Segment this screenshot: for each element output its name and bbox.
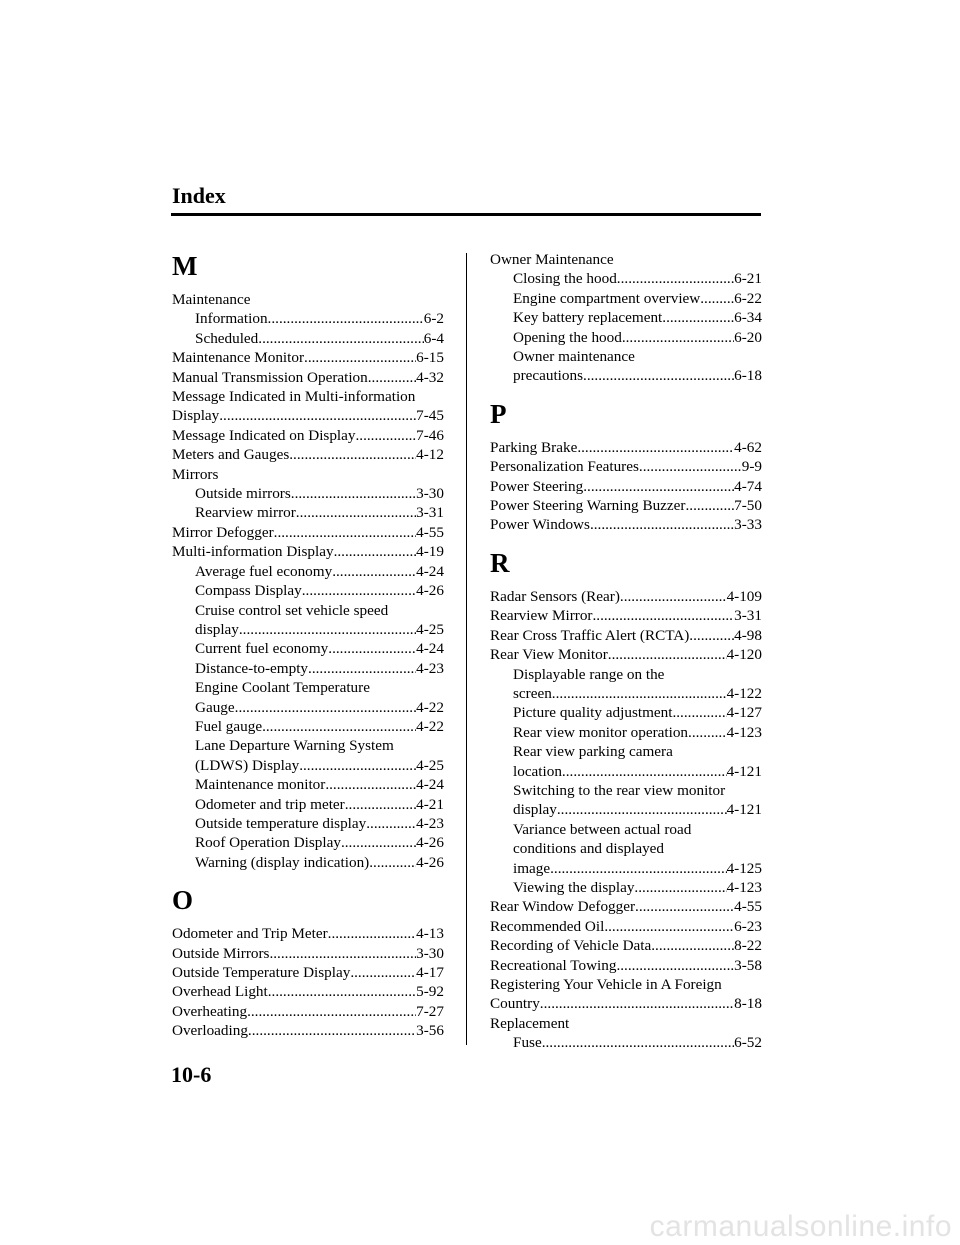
entry-text: Fuse bbox=[513, 1034, 542, 1052]
index-subentry[interactable] bbox=[172, 639, 444, 658]
page-reference[interactable]: 6-2 bbox=[423, 310, 444, 328]
dot-leader bbox=[334, 542, 417, 561]
page-reference[interactable]: 6-4 bbox=[423, 329, 444, 347]
page-reference[interactable]: 6-52 bbox=[734, 1034, 762, 1052]
entry-text: Display bbox=[172, 407, 220, 425]
entry-text: Information bbox=[195, 310, 268, 328]
page-reference[interactable]: 5-92 bbox=[416, 983, 444, 1001]
entry-text: location bbox=[513, 762, 562, 780]
entry-text: Parking Brake bbox=[490, 438, 578, 456]
entry-text: Warning (display indication) bbox=[195, 853, 370, 871]
entry-text: Lane Departure Warning System bbox=[195, 737, 394, 755]
index-subentry[interactable] bbox=[490, 684, 762, 703]
entry-text: Rearview Mirror bbox=[490, 607, 593, 625]
entry-text: Maintenance bbox=[172, 291, 251, 308]
dot-leader bbox=[592, 606, 734, 625]
page-number: 10-6 bbox=[171, 1062, 212, 1087]
index-entry[interactable] bbox=[172, 944, 444, 963]
index-subentry[interactable] bbox=[172, 503, 444, 522]
index-subentry[interactable] bbox=[172, 775, 444, 794]
index-entry bbox=[490, 250, 762, 269]
index-entry[interactable] bbox=[172, 445, 444, 464]
page-reference[interactable]: 4-24 bbox=[416, 776, 444, 794]
index-entry[interactable] bbox=[490, 897, 762, 916]
page-reference[interactable]: 3-33 bbox=[734, 516, 762, 534]
entry-text: Engine Coolant Temperature bbox=[195, 679, 370, 697]
page-reference[interactable]: 4-24 bbox=[416, 562, 444, 580]
page-reference[interactable]: 9-9 bbox=[741, 458, 762, 476]
index-subentry[interactable] bbox=[172, 853, 444, 872]
index-entry[interactable] bbox=[172, 368, 444, 387]
section-letter: R bbox=[490, 547, 510, 578]
entry-text: Rear view monitor operation bbox=[513, 723, 689, 741]
index-subentry[interactable] bbox=[172, 814, 444, 833]
entry-text: Overhead Light bbox=[172, 983, 268, 1001]
page-reference[interactable]: 3-31 bbox=[734, 607, 762, 625]
dot-leader bbox=[368, 368, 416, 387]
entry-text: Viewing the display bbox=[513, 878, 635, 896]
dot-leader bbox=[328, 639, 416, 658]
index-subentry[interactable] bbox=[490, 289, 762, 308]
entry-text: Radar Sensors (Rear) bbox=[490, 587, 620, 605]
entry-text: Message Indicated on Display bbox=[172, 426, 356, 444]
dot-leader bbox=[608, 645, 727, 664]
dot-leader bbox=[289, 445, 416, 464]
dot-leader bbox=[617, 269, 734, 288]
entry-text: Recreational Towing bbox=[490, 956, 617, 974]
dot-leader bbox=[542, 1033, 734, 1052]
dot-leader bbox=[239, 620, 416, 639]
index-entry[interactable] bbox=[490, 587, 762, 606]
entry-text: Opening the hood bbox=[513, 328, 622, 346]
dot-leader bbox=[550, 859, 726, 878]
index-entry[interactable] bbox=[172, 982, 444, 1001]
page-reference[interactable]: 4-120 bbox=[726, 646, 762, 664]
section-letter: P bbox=[490, 398, 507, 429]
index-subentry[interactable] bbox=[172, 795, 444, 814]
header-rule bbox=[171, 213, 761, 216]
index-subentry[interactable] bbox=[172, 659, 444, 678]
page-reference[interactable]: 4-98 bbox=[734, 626, 762, 644]
page-reference[interactable]: 4-23 bbox=[416, 659, 444, 677]
entry-text: Multi-information Display bbox=[172, 543, 334, 561]
index-subentry[interactable] bbox=[172, 756, 444, 775]
index-subentry bbox=[172, 736, 444, 755]
index-subentry[interactable] bbox=[490, 859, 762, 878]
index-subentry[interactable] bbox=[172, 620, 444, 639]
entry-text: precautions bbox=[513, 367, 584, 385]
page-reference[interactable]: 6-21 bbox=[734, 270, 762, 288]
entry-text: display bbox=[513, 801, 557, 819]
entry-text: Gauge bbox=[195, 698, 235, 716]
page-reference[interactable]: 4-121 bbox=[726, 762, 762, 780]
dot-leader bbox=[355, 426, 416, 445]
index-subentry[interactable] bbox=[490, 723, 762, 742]
dot-leader bbox=[341, 833, 416, 852]
page-reference[interactable]: 4-23 bbox=[416, 814, 444, 832]
page-reference[interactable]: 6-20 bbox=[734, 328, 762, 346]
index-entry[interactable] bbox=[172, 523, 444, 542]
page-reference[interactable]: 4-25 bbox=[416, 620, 444, 638]
index-subentry[interactable] bbox=[490, 762, 762, 781]
entry-text: Switching to the rear view monitor bbox=[513, 781, 726, 799]
page-reference[interactable]: 4-55 bbox=[734, 898, 762, 916]
dot-leader bbox=[604, 917, 734, 936]
entry-text: Key battery replacement bbox=[513, 309, 663, 327]
dot-leader bbox=[634, 878, 726, 897]
index-entry[interactable] bbox=[172, 963, 444, 982]
index-entry[interactable] bbox=[490, 956, 762, 975]
index-subentry[interactable] bbox=[172, 309, 444, 328]
entry-text: Rear Cross Traffic Alert (RCTA) bbox=[490, 626, 690, 644]
dot-leader bbox=[672, 703, 726, 722]
page-reference[interactable]: 4-25 bbox=[416, 756, 444, 774]
entry-text: Fuel gauge bbox=[195, 717, 263, 735]
entry-text: screen bbox=[513, 684, 552, 702]
page-reference[interactable]: 4-74 bbox=[734, 477, 762, 495]
entry-text: Roof Operation Display bbox=[195, 834, 341, 852]
entry-text: Registering Your Vehicle in A Foreign bbox=[490, 976, 722, 993]
entry-text: (LDWS) Display bbox=[195, 756, 300, 774]
entry-text: Displayable range on the bbox=[513, 665, 665, 683]
dot-leader bbox=[304, 348, 416, 367]
index-subentry bbox=[490, 781, 762, 800]
section-letter: M bbox=[172, 251, 198, 281]
page-title: Index bbox=[172, 183, 226, 208]
dot-leader bbox=[350, 963, 416, 982]
page-reference[interactable]: 4-127 bbox=[726, 704, 762, 722]
index-entry[interactable] bbox=[172, 348, 444, 367]
dot-leader bbox=[302, 581, 416, 600]
entry-text: display bbox=[195, 620, 239, 638]
dot-leader bbox=[299, 756, 416, 775]
page-reference[interactable]: 8-22 bbox=[734, 937, 762, 955]
entry-text: Mirror Defogger bbox=[172, 523, 274, 541]
dot-leader bbox=[622, 328, 734, 347]
entry-text: Average fuel economy bbox=[195, 562, 333, 580]
index-entry bbox=[172, 465, 444, 484]
page-reference[interactable]: 3-56 bbox=[416, 1022, 444, 1040]
entry-text: Personalization Features bbox=[490, 458, 639, 476]
index-column-left bbox=[172, 250, 444, 1041]
dot-leader bbox=[325, 775, 416, 794]
dot-leader bbox=[562, 762, 727, 781]
index-section bbox=[172, 250, 444, 872]
entry-text: Recommended Oil bbox=[490, 917, 605, 935]
entry-text: image bbox=[513, 859, 551, 877]
dot-leader bbox=[620, 587, 727, 606]
page-reference[interactable]: 4-55 bbox=[416, 523, 444, 541]
dot-leader bbox=[688, 723, 727, 742]
index-entry[interactable] bbox=[490, 626, 762, 645]
index-entry[interactable] bbox=[490, 994, 762, 1013]
index-entry[interactable] bbox=[172, 1002, 444, 1021]
dot-leader bbox=[247, 1002, 416, 1021]
page-reference[interactable]: 6-15 bbox=[416, 349, 444, 367]
index-entry[interactable] bbox=[172, 924, 444, 943]
page-reference[interactable]: 7-50 bbox=[734, 497, 762, 515]
index-entry[interactable] bbox=[172, 542, 444, 561]
entry-text: Engine compartment overview bbox=[513, 289, 701, 307]
page-reference[interactable]: 4-123 bbox=[726, 878, 762, 896]
dot-leader bbox=[258, 329, 423, 348]
index-subentry[interactable] bbox=[490, 366, 762, 385]
page-reference[interactable]: 4-13 bbox=[416, 925, 444, 943]
index-entry[interactable] bbox=[490, 477, 762, 496]
index-subentry[interactable] bbox=[490, 800, 762, 819]
index-entry[interactable] bbox=[490, 515, 762, 534]
index-subentry[interactable] bbox=[172, 833, 444, 852]
dot-leader bbox=[235, 698, 417, 717]
entry-text: Overloading bbox=[172, 1022, 248, 1040]
page-reference[interactable]: 4-123 bbox=[726, 723, 762, 741]
entry-text: Scheduled bbox=[195, 329, 259, 347]
entry-text: Message Indicated in Multi-information bbox=[172, 388, 416, 406]
dot-leader bbox=[651, 936, 734, 955]
entry-text: Odometer and trip meter bbox=[195, 795, 345, 813]
index-subentry bbox=[490, 347, 762, 366]
dot-leader bbox=[662, 308, 734, 327]
entry-text: Rear view parking camera bbox=[513, 743, 673, 761]
page-reference[interactable]: 3-30 bbox=[416, 485, 444, 503]
page-reference[interactable]: 7-27 bbox=[416, 1002, 444, 1020]
index-subentry[interactable] bbox=[172, 562, 444, 581]
index-entry bbox=[490, 975, 762, 994]
page-reference[interactable]: 6-34 bbox=[734, 309, 762, 327]
entry-text: Owner Maintenance bbox=[490, 251, 614, 268]
dot-leader bbox=[369, 853, 416, 872]
dot-leader bbox=[590, 515, 734, 534]
entry-text: Maintenance monitor bbox=[195, 776, 326, 794]
page-reference[interactable]: 6-23 bbox=[734, 917, 762, 935]
page-reference[interactable]: 4-22 bbox=[416, 698, 444, 716]
page-reference[interactable]: 3-58 bbox=[734, 956, 762, 974]
entry-text: Rear View Monitor bbox=[490, 646, 608, 664]
dot-leader bbox=[308, 659, 416, 678]
dot-leader bbox=[700, 289, 734, 308]
entry-text: Cruise control set vehicle speed bbox=[195, 601, 389, 619]
dot-leader bbox=[262, 717, 416, 736]
index-entry bbox=[172, 290, 444, 309]
page-reference[interactable]: 6-22 bbox=[734, 289, 762, 307]
index-subentry[interactable] bbox=[172, 698, 444, 717]
index-section bbox=[490, 250, 762, 386]
dot-leader bbox=[268, 982, 416, 1001]
page-reference[interactable]: 3-30 bbox=[416, 944, 444, 962]
dot-leader bbox=[296, 503, 416, 522]
page-reference[interactable]: 4-19 bbox=[416, 543, 444, 561]
entry-text: Power Steering Warning Buzzer bbox=[490, 497, 686, 515]
dot-leader bbox=[685, 496, 734, 515]
page-reference[interactable]: 4-12 bbox=[416, 446, 444, 464]
index-section bbox=[490, 398, 762, 535]
dot-leader bbox=[268, 309, 424, 328]
index-subentry bbox=[490, 820, 762, 839]
entry-text: Country bbox=[490, 995, 540, 1013]
page-reference[interactable]: 4-62 bbox=[734, 438, 762, 456]
entry-text: Outside mirrors bbox=[195, 485, 291, 503]
dot-leader bbox=[583, 366, 734, 385]
page-reference[interactable]: 4-121 bbox=[726, 801, 762, 819]
page-reference[interactable]: 8-18 bbox=[734, 995, 762, 1013]
entry-text: Meters and Gauges bbox=[172, 446, 290, 464]
entry-text: Maintenance Monitor bbox=[172, 349, 305, 367]
dot-leader bbox=[689, 626, 734, 645]
entry-text: Manual Transmission Operation bbox=[172, 368, 368, 386]
column-divider bbox=[466, 253, 467, 1045]
dot-leader bbox=[552, 684, 727, 703]
index-subentry bbox=[172, 601, 444, 620]
dot-leader bbox=[248, 1021, 416, 1040]
page-reference[interactable]: 3-31 bbox=[416, 504, 444, 522]
dot-leader bbox=[583, 477, 734, 496]
index-subentry[interactable] bbox=[172, 581, 444, 600]
dot-leader bbox=[639, 457, 742, 476]
entry-text: Outside Temperature Display bbox=[172, 964, 351, 981]
page-reference[interactable]: 4-122 bbox=[726, 684, 762, 702]
entry-text: Compass Display bbox=[195, 582, 302, 600]
watermark: carmanualsonline.info bbox=[649, 1210, 952, 1243]
page-reference[interactable]: 4-109 bbox=[726, 587, 762, 605]
dot-leader bbox=[616, 956, 734, 975]
entry-text: conditions and displayed bbox=[513, 840, 665, 858]
page-reference[interactable]: 7-46 bbox=[416, 426, 444, 444]
index-entry[interactable] bbox=[490, 438, 762, 457]
index-subentry[interactable] bbox=[490, 878, 762, 897]
entry-text: Power Steering bbox=[490, 477, 584, 495]
entry-text: Recording of Vehicle Data bbox=[490, 937, 652, 955]
index-entry[interactable] bbox=[490, 645, 762, 664]
entry-text: Rear Window Defogger bbox=[490, 898, 636, 916]
index-subentry[interactable] bbox=[172, 717, 444, 736]
index-subentry[interactable] bbox=[490, 328, 762, 347]
index-entry[interactable] bbox=[172, 406, 444, 425]
index-subentry bbox=[490, 665, 762, 684]
entry-text: Overheating bbox=[172, 1002, 248, 1020]
index-subentry[interactable] bbox=[490, 269, 762, 288]
index-section bbox=[490, 547, 762, 1053]
page-reference[interactable]: 4-17 bbox=[416, 964, 444, 981]
dot-leader bbox=[345, 795, 416, 814]
entry-text: Odometer and Trip Meter bbox=[172, 925, 328, 943]
page-reference[interactable]: 4-26 bbox=[416, 834, 444, 852]
index-subentry[interactable] bbox=[172, 484, 444, 503]
index-entry[interactable] bbox=[490, 936, 762, 955]
entry-text: Replacement bbox=[490, 1014, 570, 1032]
index-column-right bbox=[490, 250, 762, 1053]
index-subentry bbox=[172, 678, 444, 697]
page-reference[interactable]: 4-26 bbox=[416, 853, 444, 871]
page-reference[interactable]: 4-125 bbox=[726, 859, 762, 877]
page-reference[interactable]: 4-26 bbox=[416, 582, 444, 600]
index-entry[interactable] bbox=[172, 1021, 444, 1040]
page-reference[interactable]: 6-18 bbox=[734, 367, 762, 385]
dot-leader bbox=[540, 994, 734, 1013]
page-reference[interactable]: 7-45 bbox=[416, 407, 444, 425]
entry-text: Closing the hood bbox=[513, 270, 617, 288]
entry-text: Rearview mirror bbox=[195, 504, 296, 522]
index-subentry[interactable] bbox=[490, 308, 762, 327]
dot-leader bbox=[274, 523, 417, 542]
dot-leader bbox=[366, 814, 416, 833]
index-entry[interactable] bbox=[490, 496, 762, 515]
index-entry[interactable] bbox=[490, 606, 762, 625]
page-reference[interactable]: 4-24 bbox=[416, 640, 444, 658]
entry-text: Distance-to-empty bbox=[195, 659, 309, 677]
index-subentry[interactable] bbox=[172, 329, 444, 348]
dot-leader bbox=[269, 944, 416, 963]
entry-text: Current fuel economy bbox=[195, 640, 329, 658]
section-letter: O bbox=[172, 885, 194, 916]
entry-text: Owner maintenance bbox=[513, 348, 635, 366]
dot-leader bbox=[557, 800, 727, 819]
page-reference[interactable]: 4-21 bbox=[416, 795, 444, 813]
dot-leader bbox=[291, 484, 416, 503]
entry-text: Power Windows bbox=[490, 516, 590, 534]
entry-text: Variance between actual road bbox=[513, 820, 692, 838]
index-subentry bbox=[490, 839, 762, 858]
dot-leader bbox=[635, 897, 734, 916]
entry-text: Outside Mirrors bbox=[172, 944, 270, 962]
index-entry[interactable] bbox=[172, 426, 444, 445]
index-entry[interactable] bbox=[490, 457, 762, 476]
entry-text: Mirrors bbox=[172, 465, 219, 483]
page-reference[interactable]: 4-22 bbox=[416, 717, 444, 735]
index-entry bbox=[490, 1014, 762, 1033]
index-subentry[interactable] bbox=[490, 1033, 762, 1052]
entry-text: Picture quality adjustment bbox=[513, 704, 673, 722]
index-entry[interactable] bbox=[490, 917, 762, 936]
entry-text: Outside temperature display bbox=[195, 814, 367, 832]
page-reference[interactable]: 4-32 bbox=[416, 368, 444, 386]
index-entry bbox=[172, 387, 444, 406]
dot-leader bbox=[219, 406, 416, 425]
index-subentry bbox=[490, 742, 762, 761]
index-subentry[interactable] bbox=[490, 703, 762, 722]
dot-leader bbox=[577, 438, 734, 457]
dot-leader bbox=[332, 562, 416, 581]
index-section bbox=[172, 884, 444, 1040]
dot-leader bbox=[328, 924, 417, 943]
